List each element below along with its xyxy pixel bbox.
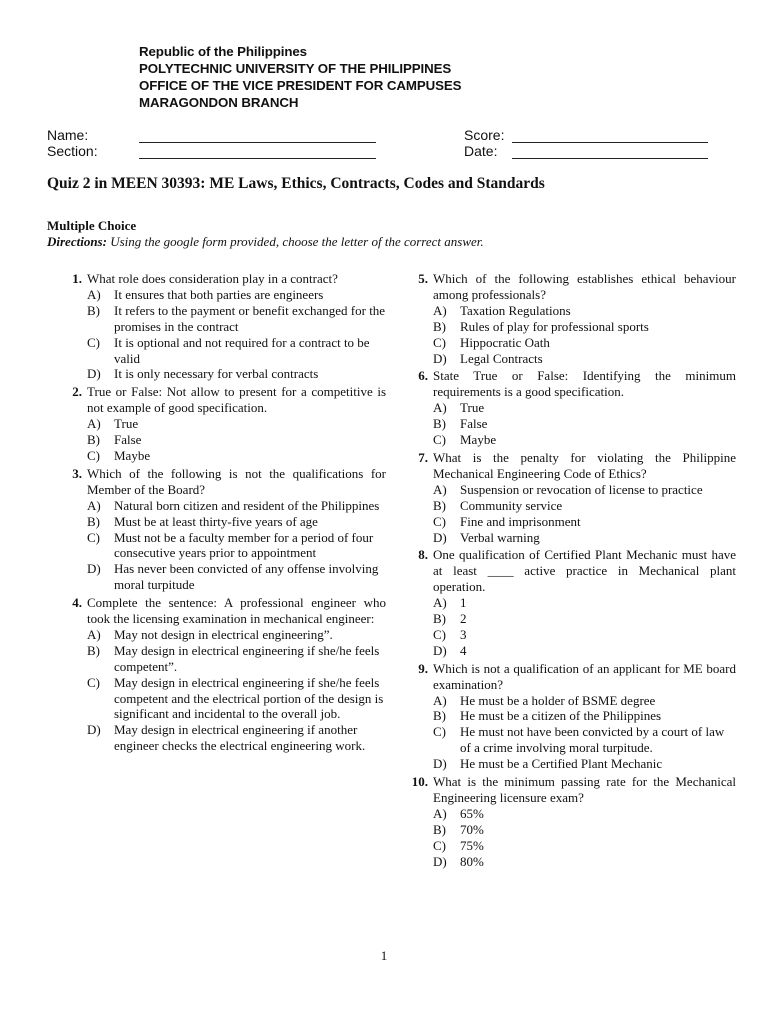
option-letter: B): [87, 513, 100, 529]
directions: [47, 234, 484, 250]
option-letter: C): [433, 334, 446, 350]
option-list: [87, 416, 386, 464]
option-letter: B): [433, 821, 446, 837]
option: [87, 287, 386, 303]
option-letter: C): [433, 724, 446, 740]
option-letter: D): [87, 561, 101, 577]
score-blank[interactable]: [512, 142, 708, 143]
option-text: It is optional and not required for a contract to be valid: [114, 334, 370, 366]
option-letter: A): [433, 302, 447, 318]
option-letter: C): [433, 432, 446, 448]
option-list: [87, 498, 386, 593]
option-text: 1: [460, 595, 467, 611]
question-number: 6.: [418, 368, 428, 384]
option-text: It refers to the payment or benefit exchanged for the promises in the contract: [114, 302, 386, 334]
question-number: 7.: [418, 449, 428, 465]
option: [87, 335, 386, 367]
option-letter: A): [433, 595, 447, 611]
option: [433, 303, 736, 319]
option: [87, 432, 386, 448]
option-list: [87, 287, 386, 382]
option-letter: C): [87, 334, 100, 350]
option-letter: A): [433, 692, 447, 708]
option-list: [433, 595, 736, 659]
option: [433, 627, 736, 643]
option-text: Rules of play for professional sports: [460, 318, 649, 334]
option-letter: B): [87, 642, 100, 658]
option: [433, 432, 736, 448]
option: [433, 611, 736, 627]
question: [60, 466, 386, 593]
option-letter: D): [433, 853, 447, 869]
date-label: Date:: [464, 143, 498, 159]
option-letter: C): [433, 837, 446, 853]
question-stem: State True or False: Identifying the minimum requirements is a good specification.: [433, 368, 736, 400]
option-text: Suspension or revocation of license to practice: [460, 481, 703, 497]
option-text: He must be a holder of BSME degree: [460, 692, 656, 708]
question-stem: One qualification of Certified Plant Mechanic must have at least ____ active practice in Mechanical plant operation.: [433, 547, 736, 595]
option-list: [433, 303, 736, 367]
option-text: 4: [460, 642, 467, 658]
option-list: [433, 482, 736, 546]
option-text: It is only necessary for verbal contracts: [114, 366, 319, 382]
option-text: It ensures that both parties are engineers: [114, 286, 324, 302]
option-letter: B): [433, 318, 446, 334]
option-letter: D): [87, 722, 101, 738]
question: [60, 384, 386, 464]
question-number: 9.: [418, 660, 428, 676]
option-letter: D): [433, 642, 447, 658]
option-letter: B): [433, 708, 446, 724]
option-letter: B): [433, 497, 446, 513]
option: [433, 351, 736, 367]
option-text: 75%: [460, 837, 484, 853]
option: [433, 693, 736, 709]
score-label: Score:: [464, 127, 505, 143]
question: [60, 271, 386, 382]
option: [87, 514, 386, 530]
option-text: 65%: [460, 805, 484, 821]
option: [433, 400, 736, 416]
option: [433, 319, 736, 335]
question-number: 8.: [418, 547, 428, 563]
option: [433, 595, 736, 611]
option-letter: D): [433, 756, 447, 772]
question-stem: Which of the following establishes ethical behaviour among professionals?: [433, 271, 736, 302]
option-letter: A): [87, 286, 101, 302]
header-line-branch: MARAGONDON BRANCH: [139, 95, 299, 110]
option: [433, 756, 736, 772]
question-stem: Which of the following is not the qualifications for Member of the Board?: [87, 465, 386, 497]
option-text: Natural born citizen and resident of the Philippines: [114, 497, 380, 513]
question-stem: Complete the sentence: A professional engineer who took the licensing examination in mechanical engineer:: [87, 595, 386, 627]
question: [406, 774, 736, 869]
option-text: He must be a Certified Plant Mechanic: [460, 756, 663, 772]
option: [433, 335, 736, 351]
option: [87, 498, 386, 514]
quiz-title: Quiz 2 in MEEN 30393: ME Laws, Ethics, Contracts, Codes and Standards: [47, 175, 545, 192]
option: [433, 838, 736, 854]
option-text: He must not have been convicted by a court of law of a crime involving moral turpitude.: [460, 724, 725, 756]
option-letter: B): [433, 416, 446, 432]
option: [433, 643, 736, 659]
question-number: 5.: [418, 271, 428, 286]
option: [433, 514, 736, 530]
header-line-university: POLYTECHNIC UNIVERSITY OF THE PHILIPPINES: [139, 61, 452, 76]
option: [87, 643, 386, 675]
option-letter: A): [87, 626, 101, 642]
option-letter: C): [87, 447, 100, 463]
option-letter: D): [433, 350, 447, 366]
option: [87, 416, 386, 432]
option: [87, 303, 386, 335]
option: [87, 448, 386, 464]
section-blank[interactable]: [139, 158, 376, 159]
option-letter: B): [433, 611, 446, 627]
option-text: He must be a citizen of the Philippines: [460, 708, 662, 724]
option-text: False: [114, 432, 142, 448]
header-line-republic: Republic of the Philippines: [139, 44, 307, 59]
question: [406, 450, 736, 545]
option: [87, 722, 386, 754]
option-letter: D): [87, 366, 101, 382]
option-text: May design in electrical engineering if another engineer checks the electrical engineering work.: [114, 722, 366, 754]
question: [406, 661, 736, 772]
option: [87, 530, 386, 562]
questions-right-column: [406, 271, 736, 872]
option-letter: A): [433, 400, 447, 416]
option-letter: C): [433, 513, 446, 529]
question-number: 1.: [72, 271, 82, 286]
option-letter: A): [87, 497, 101, 513]
option-text: Has never been convicted of any offense involving moral turpitude: [114, 561, 379, 593]
option-text: 3: [460, 626, 467, 642]
option-text: 2: [460, 611, 467, 627]
option: [433, 806, 736, 822]
option-text: 80%: [460, 853, 484, 869]
option-text: Hippocratic Oath: [460, 334, 550, 350]
header-line-office: OFFICE OF THE VICE PRESIDENT FOR CAMPUSES: [139, 78, 462, 93]
question-number: 3.: [72, 465, 82, 481]
option-letter: D): [433, 529, 447, 545]
option-list: [87, 627, 386, 754]
option-text: Verbal warning: [460, 529, 540, 545]
option-letter: C): [87, 674, 100, 690]
institution-header: [139, 43, 461, 111]
question: [406, 271, 736, 366]
question-stem: What role does consideration play in a contract?: [87, 271, 338, 286]
option-text: Maybe: [114, 447, 151, 463]
option-text: May design in electrical engineering if she/he feels competent”.: [114, 642, 380, 674]
directions-text: Using the google form provided, choose the letter of the correct answer.: [110, 234, 484, 249]
option-letter: A): [433, 481, 447, 497]
option: [433, 482, 736, 498]
question: [60, 595, 386, 754]
option: [433, 708, 736, 724]
date-blank[interactable]: [512, 158, 708, 159]
option-text: Community service: [460, 497, 563, 513]
option-letter: A): [433, 805, 447, 821]
directions-label: Directions:: [47, 234, 107, 249]
option-text: True: [460, 400, 485, 416]
option: [433, 822, 736, 838]
option-text: 70%: [460, 821, 484, 837]
question-number: 10.: [411, 774, 428, 790]
option-list: [433, 693, 736, 773]
option-letter: A): [87, 416, 101, 432]
option: [433, 724, 736, 756]
option: [87, 366, 386, 382]
section-label: Section:: [47, 143, 98, 159]
question-stem: What is the penalty for violating the Philippine Mechanical Engineering Code of Ethics?: [433, 449, 736, 481]
option: [87, 675, 386, 723]
option-text: True: [114, 416, 139, 432]
question: [406, 547, 736, 658]
question-stem: True or False: Not allow to present for a competitive is not example of good specification.: [87, 384, 386, 416]
option: [433, 530, 736, 546]
name-label: Name:: [47, 127, 89, 143]
option: [433, 854, 736, 870]
question: [406, 368, 736, 448]
option-text: Fine and imprisonment: [460, 513, 581, 529]
option-list: [433, 806, 736, 870]
question-stem: Which is not a qualification of an applicant for ME board examination?: [433, 660, 736, 692]
option-letter: B): [87, 302, 100, 318]
page-number: 1: [380, 948, 388, 963]
option: [433, 416, 736, 432]
section-heading: Multiple Choice: [47, 218, 137, 233]
question-number: 4.: [72, 595, 82, 611]
option-letter: C): [87, 529, 100, 545]
option-text: False: [460, 416, 488, 432]
option-letter: B): [87, 432, 100, 448]
option-text: Taxation Regulations: [460, 302, 571, 318]
questions-left-column: [60, 271, 386, 756]
option-letter: C): [433, 626, 446, 642]
option-text: Maybe: [460, 432, 497, 448]
name-blank[interactable]: [139, 142, 376, 143]
option-text: Must not be a faculty member for a period of four consecutive years prior to appointment: [114, 529, 374, 561]
option: [87, 561, 386, 593]
question-number: 2.: [72, 384, 82, 400]
option-list: [433, 400, 736, 448]
option-text: May design in electrical engineering if she/he feels competent and the electrical portion of the design is significant and incidental to the overall job.: [114, 674, 384, 722]
option-text: Must be at least thirty-five years of age: [114, 513, 318, 529]
option-text: May not design in electrical engineering”.: [114, 626, 333, 642]
question-stem: What is the minimum passing rate for the Mechanical Engineering licensure exam?: [433, 774, 736, 805]
option-text: Legal Contracts: [460, 350, 543, 366]
option: [87, 627, 386, 643]
option: [433, 498, 736, 514]
